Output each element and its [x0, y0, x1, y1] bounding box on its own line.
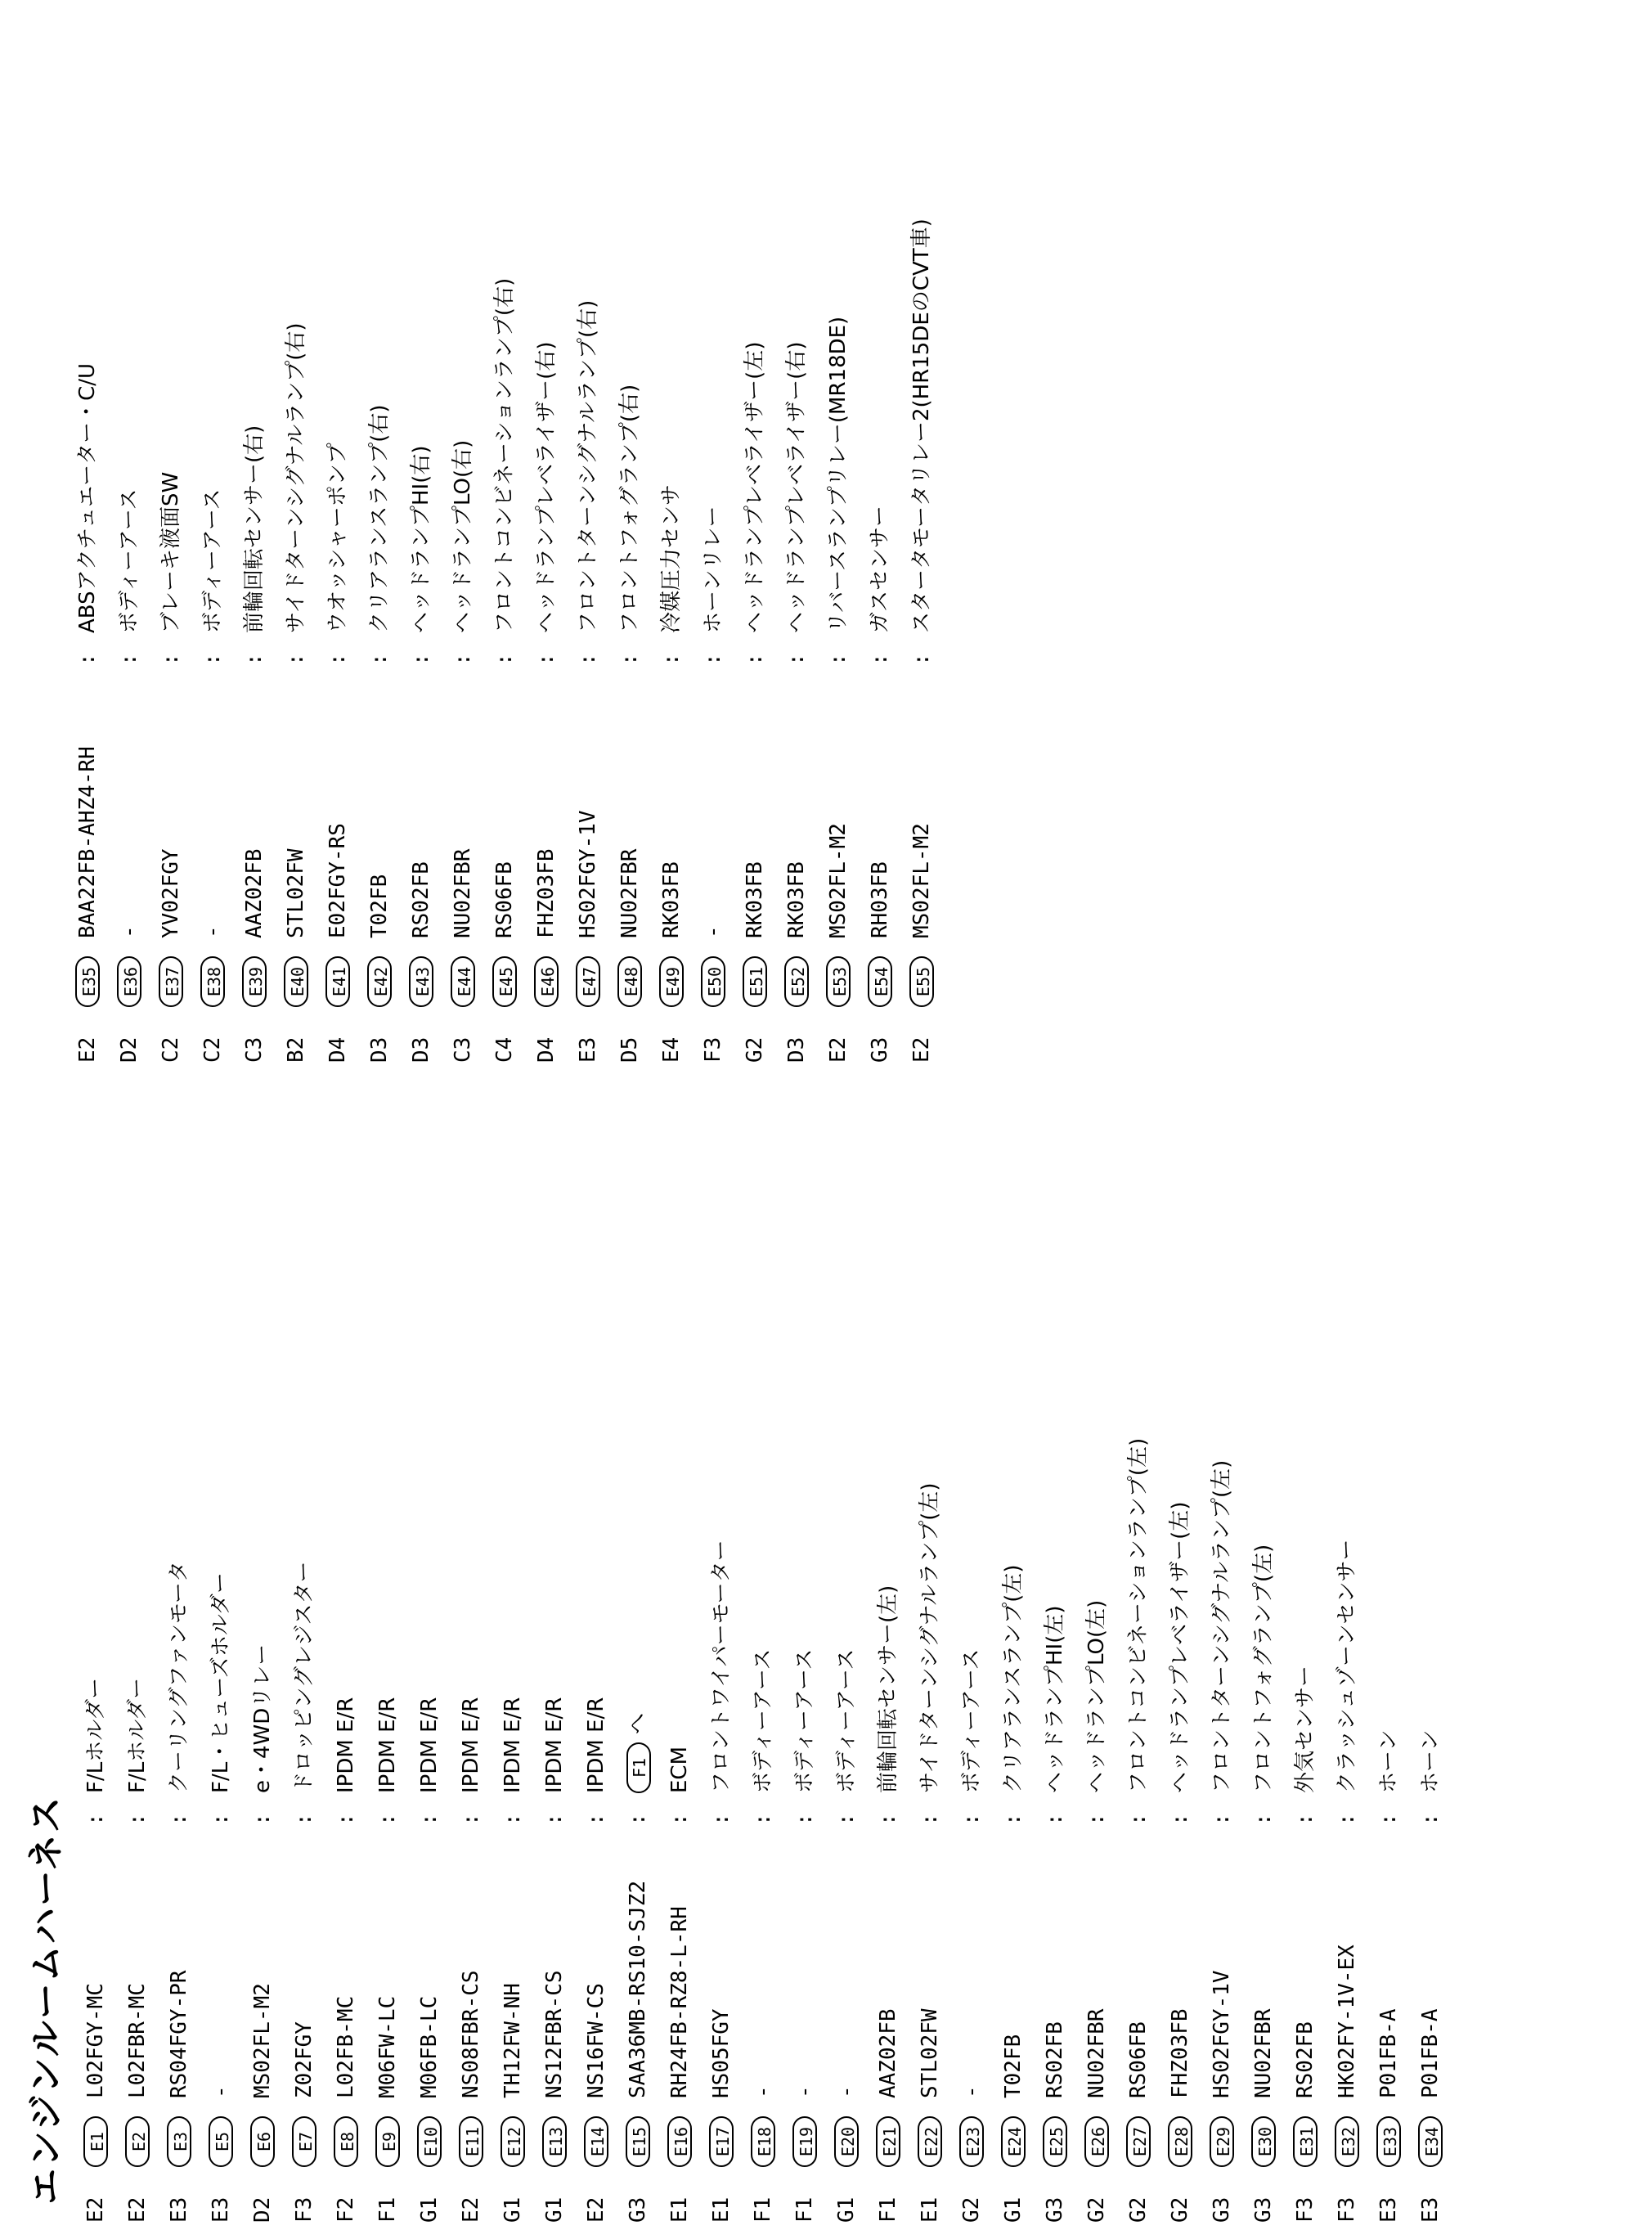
connector-number-badge: E12	[501, 2116, 525, 2167]
connector-part-number: NU02FBR	[1084, 2008, 1109, 2098]
separator-colon: :	[834, 1813, 859, 1826]
connector-number-badge: E49	[659, 956, 684, 1007]
connector-part-number: L02FGY-MC	[83, 1983, 108, 2098]
connector-description: スタータモータリレー2(HR15DEのCVT車)	[909, 218, 934, 633]
connector-number-badge: E24	[1001, 2116, 1026, 2167]
connector-description: 外気センサー	[1293, 1665, 1318, 1793]
connector-description: クラッシュゾーンセンサー	[1335, 1539, 1359, 1793]
connector-description: 前輪回転センサー(右)	[242, 425, 267, 633]
connector-number-badge: E39	[242, 956, 267, 1007]
connector-number-badge: E8	[334, 2116, 358, 2167]
connector-part-number: RS06FB	[1126, 2021, 1151, 2098]
connector-description	[617, 1713, 660, 1793]
grid-location: D5	[617, 1036, 642, 1063]
connector-description: フロントフォグランプ(右)	[617, 384, 642, 633]
separator-colon: :	[334, 1813, 358, 1826]
connector-part-number: NU02FBR	[617, 848, 642, 938]
connector-part-number: RH24FB-RZ8-L-RH	[667, 1906, 692, 2098]
separator-colon: :	[1001, 1813, 1026, 1826]
grid-location: D3	[367, 1036, 392, 1063]
connector-number-badge: E5	[209, 2116, 233, 2167]
grid-location: E2	[584, 2196, 608, 2223]
separator-colon: :	[209, 1813, 233, 1826]
grid-location: D3	[784, 1036, 809, 1063]
separator-colon: :	[451, 653, 475, 666]
connector-description: フロントコンビネーションランプ(右)	[492, 277, 517, 633]
connector-part-number: M06FW-LC	[375, 1995, 400, 2098]
separator-colon: :	[417, 1813, 442, 1826]
connector-part-number: RS02FB	[1043, 2021, 1067, 2098]
connector-part-number: BAA22FB-AHZ4-RH	[75, 746, 100, 938]
grid-location: C3	[242, 1036, 267, 1063]
connector-part-number: -	[959, 2085, 984, 2098]
separator-colon: :	[1293, 1813, 1318, 1826]
grid-location: F1	[792, 2196, 817, 2223]
connector-number-badge: E55	[909, 956, 934, 1007]
connector-description: ヘッドランプHI(左)	[1043, 1605, 1067, 1793]
connector-number-badge: E43	[409, 956, 433, 1007]
connector-part-number: FHZ03FB	[1168, 2008, 1192, 2098]
connector-number-badge: E20	[834, 2116, 859, 2167]
connector-number-badge: E51	[743, 956, 767, 1007]
grid-location: G3	[1043, 2196, 1067, 2223]
grid-location: D4	[534, 1036, 559, 1063]
connector-number-badge: E13	[542, 2116, 567, 2167]
connector-part-number: -	[834, 2085, 859, 2098]
separator-colon: :	[409, 653, 433, 666]
connector-number-badge: E42	[367, 956, 392, 1007]
separator-colon: :	[1043, 1813, 1067, 1826]
connector-description: IPDM E/R	[375, 1697, 400, 1793]
grid-location: E2	[125, 2196, 150, 2223]
connector-number-badge: E44	[451, 956, 475, 1007]
connector-part-number: YV02FGY	[159, 848, 183, 938]
grid-location: C3	[451, 1036, 475, 1063]
separator-colon: :	[784, 653, 809, 666]
connector-description: フロントターンシグナルランプ(右)	[576, 299, 600, 633]
connector-description: フロントフォグランプ(左)	[1251, 1544, 1276, 1793]
connector-number-badge: E18	[751, 2116, 775, 2167]
connector-part-number: RS06FB	[492, 861, 517, 938]
grid-location: D2	[250, 2196, 275, 2223]
connector-number-badge: E30	[1251, 2116, 1276, 2167]
separator-colon: :	[584, 1813, 608, 1826]
grid-location: F1	[876, 2196, 900, 2223]
connector-number-badge: E3	[167, 2116, 191, 2167]
connector-number-badge: E15	[626, 2116, 650, 2167]
separator-colon: :	[868, 653, 892, 666]
connector-number-badge: E29	[1210, 2116, 1234, 2167]
grid-location: E2	[826, 1036, 851, 1063]
connector-number-badge: E14	[584, 2116, 608, 2167]
grid-location: F1	[751, 2196, 775, 2223]
separator-colon: :	[292, 1813, 316, 1826]
connector-number-badge: E9	[375, 2116, 400, 2167]
separator-colon: :	[75, 653, 100, 666]
connector-number-badge: E26	[1084, 2116, 1109, 2167]
separator-colon: :	[159, 653, 183, 666]
connector-description: ヘッドランプHI(右)	[409, 445, 433, 633]
grid-location: E1	[918, 2196, 942, 2223]
connector-number-badge: E41	[325, 956, 350, 1007]
connector-number-badge: E50	[701, 956, 725, 1007]
connector-part-number: -	[701, 925, 725, 938]
connector-description: 冷媒圧力センサ	[659, 483, 684, 633]
grid-location: G2	[1168, 2196, 1192, 2223]
connector-description: ボディーアース	[959, 1648, 984, 1793]
connector-description: ECM	[667, 1746, 692, 1793]
grid-location: G2	[959, 2196, 984, 2223]
connector-description: IPDM E/R	[417, 1697, 442, 1793]
connector-number-badge: E31	[1293, 2116, 1318, 2167]
connector-description: クリアランスランプ(右)	[367, 404, 392, 633]
separator-colon: :	[909, 653, 934, 666]
grid-location: E4	[659, 1036, 684, 1063]
grid-location: E3	[1376, 2196, 1401, 2223]
separator-colon: :	[709, 1813, 734, 1826]
separator-colon: :	[250, 1813, 275, 1826]
separator-colon: :	[826, 653, 851, 666]
grid-location: G2	[1126, 2196, 1151, 2223]
connector-description: 前輪回転センサー(左)	[876, 1585, 900, 1793]
connector-description: e・4WDリレー	[250, 1643, 275, 1793]
connector-number-badge: E27	[1126, 2116, 1151, 2167]
connector-part-number: FHZ03FB	[534, 848, 559, 938]
connector-number-badge: E47	[576, 956, 600, 1007]
separator-colon: :	[918, 1813, 942, 1826]
connector-part-number: RK03FB	[743, 861, 767, 938]
connector-part-number: NU02FBR	[451, 848, 475, 938]
connector-number-badge: E54	[868, 956, 892, 1007]
connector-part-number: TH12FW-NH	[501, 1983, 525, 2098]
separator-colon: :	[626, 1813, 650, 1826]
connector-part-number: P01FB-A	[1418, 2008, 1443, 2098]
connector-description: IPDM E/R	[459, 1697, 483, 1793]
grid-location: D4	[325, 1036, 350, 1063]
connector-part-number: Z02FGY	[292, 2021, 316, 2098]
separator-colon: :	[325, 653, 350, 666]
grid-location: E3	[576, 1036, 600, 1063]
connector-number-badge: E2	[125, 2116, 150, 2167]
connector-description: クリアランスランプ(左)	[1001, 1564, 1026, 1793]
connector-description-text: へ	[626, 1712, 650, 1734]
separator-colon: :	[542, 1813, 567, 1826]
grid-location: F3	[1335, 2196, 1359, 2223]
separator-colon: :	[659, 653, 684, 666]
connector-part-number: MS02FL-M2	[250, 1983, 275, 2098]
connector-description: ヘッドランプLO(左)	[1084, 1599, 1109, 1793]
connector-part-number: L02FBR-MC	[125, 1983, 150, 2098]
connector-number-badge: E48	[617, 956, 642, 1007]
separator-colon: :	[459, 1813, 483, 1826]
connector-description: ヘッドランプレベライザー(右)	[534, 341, 559, 633]
separator-colon: :	[959, 1813, 984, 1826]
connector-description: F/Lホルダー	[125, 1677, 150, 1793]
connector-part-number: P01FB-A	[1376, 2008, 1401, 2098]
connector-part-number: -	[200, 925, 225, 938]
grid-location: C4	[492, 1036, 517, 1063]
connector-description: ヘッドランプレベライザー(右)	[784, 341, 809, 633]
grid-location: E2	[909, 1036, 934, 1063]
connector-part-number: -	[751, 2085, 775, 2098]
connector-part-number: -	[792, 2085, 817, 2098]
connector-number-badge: E23	[959, 2116, 984, 2167]
separator-colon: :	[667, 1813, 692, 1826]
connector-part-number: HS02FGY-1V	[576, 810, 600, 938]
connector-description: フロントワイパーモーター	[709, 1540, 734, 1793]
grid-location: D3	[409, 1036, 433, 1063]
connector-part-number: SAA36MB-RS10-SJZ2	[626, 1880, 650, 2098]
connector-description: ホーン	[1418, 1729, 1443, 1793]
separator-colon: :	[1251, 1813, 1276, 1826]
grid-location: G1	[834, 2196, 859, 2223]
connector-part-number: RS02FB	[1293, 2021, 1318, 2098]
connector-description: ボディーアース	[200, 488, 225, 633]
connector-number-badge: E38	[200, 956, 225, 1007]
connector-description: F/L・ヒューズホルダー	[209, 1572, 233, 1793]
separator-colon: :	[1126, 1813, 1151, 1826]
connector-description: ヘッドランプレベライザー(左)	[743, 341, 767, 633]
linked-connector-badge: F1	[626, 1742, 651, 1793]
separator-colon: :	[743, 653, 767, 666]
connector-part-number: T02FB	[1001, 2034, 1026, 2098]
connector-description: IPDM E/R	[584, 1697, 608, 1793]
connector-number-badge: E19	[792, 2116, 817, 2167]
separator-colon: :	[284, 653, 308, 666]
grid-location: C2	[200, 1036, 225, 1063]
grid-location: E3	[209, 2196, 233, 2223]
connector-number-badge: E40	[284, 956, 308, 1007]
grid-location: G3	[1210, 2196, 1234, 2223]
connector-number-badge: E53	[826, 956, 851, 1007]
connector-number-badge: E10	[417, 2116, 442, 2167]
connector-part-number: MS02FL-M2	[909, 823, 934, 938]
separator-colon: :	[1376, 1813, 1401, 1826]
grid-location: G2	[1084, 2196, 1109, 2223]
separator-colon: :	[1084, 1813, 1109, 1826]
grid-location: G1	[501, 2196, 525, 2223]
connector-description: IPDM E/R	[334, 1697, 358, 1793]
connector-part-number: RS02FB	[409, 861, 433, 938]
connector-part-number: HK02FY-1V-EX	[1335, 1945, 1359, 2098]
grid-location: E2	[83, 2196, 108, 2223]
page-title: エンジンルームハーネス	[25, 1795, 67, 2205]
connector-number-badge: E25	[1043, 2116, 1067, 2167]
connector-description: サイドターンシグナルランプ(左)	[918, 1482, 942, 1793]
connector-description: ヘッドランプレベライザー(左)	[1168, 1501, 1192, 1793]
connector-part-number: AAZ02FB	[876, 2008, 900, 2098]
connector-description: リバースランプリレー(MR18DE)	[826, 316, 851, 633]
separator-colon: :	[117, 653, 141, 666]
connector-description: ボディーアース	[751, 1648, 775, 1793]
separator-colon: :	[1418, 1813, 1443, 1826]
connector-number-badge: E45	[492, 956, 517, 1007]
grid-location: G3	[1251, 2196, 1276, 2223]
grid-location: E3	[1418, 2196, 1443, 2223]
grid-location: G1	[1001, 2196, 1026, 2223]
grid-location: E3	[167, 2196, 191, 2223]
grid-location: F2	[334, 2196, 358, 2223]
separator-colon: :	[242, 653, 267, 666]
connector-description: F/Lホルダー	[83, 1677, 108, 1793]
separator-colon: :	[751, 1813, 775, 1826]
connector-part-number: HS02FGY-1V	[1210, 1970, 1234, 2098]
connector-number-badge: E46	[534, 956, 559, 1007]
separator-colon: :	[534, 653, 559, 666]
connector-number-badge: E21	[876, 2116, 900, 2167]
separator-colon: :	[617, 653, 642, 666]
grid-location: C2	[159, 1036, 183, 1063]
connector-part-number: NU02FBR	[1251, 2008, 1276, 2098]
connector-description: ボディーアース	[117, 488, 141, 633]
grid-location: F3	[1293, 2196, 1318, 2223]
connector-description: ドロッピングレジスター	[292, 1561, 316, 1793]
connector-part-number: NS08FBR-CS	[459, 1970, 483, 2098]
grid-location: F3	[292, 2196, 316, 2223]
connector-part-number: AAZ02FB	[242, 848, 267, 938]
separator-colon: :	[200, 653, 225, 666]
connector-number-badge: E32	[1335, 2116, 1359, 2167]
connector-part-number: HS05FGY	[709, 2008, 734, 2098]
connector-description: ホーン	[1376, 1729, 1401, 1793]
separator-colon: :	[167, 1813, 191, 1826]
connector-number-badge: E6	[250, 2116, 275, 2167]
separator-colon: :	[492, 653, 517, 666]
separator-colon: :	[1335, 1813, 1359, 1826]
separator-colon: :	[125, 1813, 150, 1826]
connector-number-badge: E16	[667, 2116, 692, 2167]
connector-number-badge: E1	[83, 2116, 108, 2167]
connector-part-number: -	[209, 2085, 233, 2098]
connector-part-number: M06FB-LC	[417, 1995, 442, 2098]
grid-location: E1	[709, 2196, 734, 2223]
connector-number-badge: E52	[784, 956, 809, 1007]
separator-colon: :	[1210, 1813, 1234, 1826]
separator-colon: :	[367, 653, 392, 666]
grid-location: G1	[417, 2196, 442, 2223]
connector-description: フロントターンシグナルランプ(左)	[1210, 1459, 1234, 1793]
connector-number-badge: E11	[459, 2116, 483, 2167]
connector-description: クーリングファンモータ	[167, 1561, 191, 1793]
connector-part-number: STL02FW	[284, 848, 308, 938]
connector-part-number: RK03FB	[784, 861, 809, 938]
grid-location: G1	[542, 2196, 567, 2223]
connector-number-badge: E17	[709, 2116, 734, 2167]
connector-number-badge: E35	[75, 956, 100, 1007]
connector-description: フロントコンビネーションランプ(左)	[1126, 1437, 1151, 1793]
connector-description: ブレーキ液面SW	[159, 471, 183, 633]
connector-part-number: STL02FW	[918, 2008, 942, 2098]
connector-part-number: RK03FB	[659, 861, 684, 938]
connector-part-number: -	[117, 925, 141, 938]
separator-colon: :	[701, 653, 725, 666]
grid-location: D2	[117, 1036, 141, 1063]
connector-description: IPDM E/R	[501, 1697, 525, 1793]
connector-part-number: L02FB-MC	[334, 1995, 358, 2098]
connector-description: ボディーアース	[792, 1648, 817, 1793]
connector-part-number: T02FB	[367, 874, 392, 938]
grid-location: E2	[75, 1036, 100, 1063]
separator-colon: :	[501, 1813, 525, 1826]
connector-part-number: NS12FBR-CS	[542, 1970, 567, 2098]
grid-location: G3	[868, 1036, 892, 1063]
separator-colon: :	[576, 653, 600, 666]
connector-description: ウオッシャーポンプ	[325, 443, 350, 633]
connector-description: ヘッドランプLO(右)	[451, 439, 475, 633]
grid-location: G2	[743, 1036, 767, 1063]
connector-part-number: RS04FGY-PR	[167, 1970, 191, 2098]
separator-colon: :	[792, 1813, 817, 1826]
grid-location: E1	[667, 2196, 692, 2223]
separator-colon: :	[375, 1813, 400, 1826]
grid-location: G3	[626, 2196, 650, 2223]
grid-location: F1	[375, 2196, 400, 2223]
grid-location: E2	[459, 2196, 483, 2223]
separator-colon: :	[876, 1813, 900, 1826]
connector-part-number: MS02FL-M2	[826, 823, 851, 938]
connector-description: ホーンリレー	[701, 506, 725, 633]
connector-description: ボディーアース	[834, 1648, 859, 1793]
connector-description: ABSアクチュエーター・C/U	[75, 362, 100, 633]
connector-part-number: E02FGY-RS	[325, 823, 350, 938]
connector-number-badge: E22	[918, 2116, 942, 2167]
connector-number-badge: E7	[292, 2116, 316, 2167]
connector-number-badge: E36	[117, 956, 141, 1007]
connector-part-number: NS16FW-CS	[584, 1983, 608, 2098]
separator-colon: :	[1168, 1813, 1192, 1826]
connector-description: IPDM E/R	[542, 1697, 567, 1793]
connector-number-badge: E37	[159, 956, 183, 1007]
connector-number-badge: E28	[1168, 2116, 1192, 2167]
grid-location: F3	[701, 1036, 725, 1063]
connector-number-badge: E33	[1376, 2116, 1401, 2167]
connector-description: ガスセンサー	[868, 505, 892, 633]
connector-part-number: RH03FB	[868, 861, 892, 938]
connector-description: サイドターンシグナルランプ(右)	[284, 322, 308, 633]
separator-colon: :	[83, 1813, 108, 1826]
connector-number-badge: E34	[1418, 2116, 1443, 2167]
grid-location: B2	[284, 1036, 308, 1063]
